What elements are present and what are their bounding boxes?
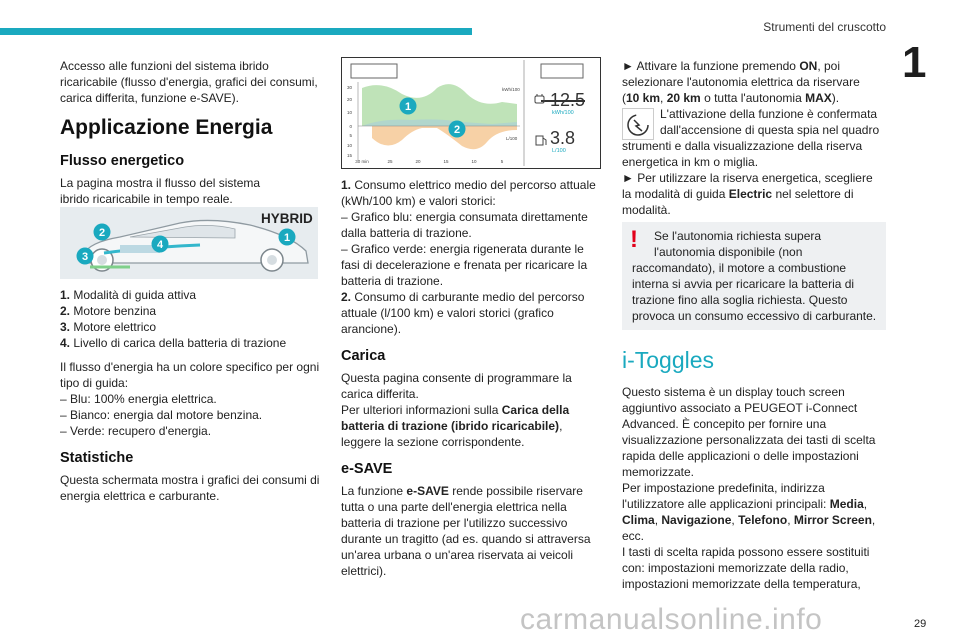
icon-description: dall'accensione di questa spia nel quadro [660,123,880,137]
unit-bottom: L/100 [506,136,518,141]
chapter-number: 1 [902,38,927,87]
fuel-pump-icon [536,136,546,145]
stats-text: Questa schermata mostra i grafici dei consumi di [60,473,320,487]
warning-line: raccomandato), il motore a combustione [632,261,847,275]
toggles-text: I tasti di scelta rapida possono essere sostituiti [622,545,870,559]
colors-intro: tipo di guida: [60,376,129,390]
y-tick: 0 [349,124,352,129]
y-tick: 10 [346,143,352,148]
color-item: – Bianco: energia dal motore benzina. [60,408,263,422]
heading-energy-flow: Flusso energetico [60,153,185,169]
heading-charge: Carica [341,348,386,364]
watermark: carmanualsonline.info [520,603,823,636]
heading-statistics: Statistiche [60,450,134,466]
warning-line: l'autonomia disponibile (non [654,245,803,259]
esave-text: tutta o una parte dell'energia elettrica nella [341,500,567,514]
charge-text: batteria di trazione (ibrido ricaricabile), [341,419,563,433]
consumption-chart [341,57,601,169]
chart-legend-line: (kWh/100 km) e valori storici: [341,194,496,208]
x-tick: 5 [500,159,504,164]
electric-consumption-unit: kWh/100 [552,110,574,116]
chart-legend-line: arancione). [341,322,402,336]
toggles-text: Advanced. È concepito per fornire una [622,417,827,431]
toggles-text: aggiuntivo associato a PEUGEOT i-Connect [622,401,858,415]
toggles-text: Questo sistema è un display touch screen [622,385,845,399]
chart-legend-line: 1. Consumo elettrico medio del percorso attuale [341,178,596,192]
x-tick: 30 min [355,159,369,164]
esave-text: batteria di trazione per l'utilizzo successivo [341,516,568,530]
badge-2-icon [93,223,111,241]
svg-text:4: 4 [156,239,164,251]
section-title: Strumenti del cruscotto [763,20,886,34]
esave-text: elettrici). [341,564,387,578]
toggles-text: visualizzazione personalizzata dei tasti di scelta [622,433,876,447]
list-item: 1. Modalità di guida attiva [60,288,197,302]
toggles-apps: l'utilizzatore alle applicazioni principali: Media, [622,497,868,511]
x-tick: 10 [471,159,477,164]
color-item: – Verde: recupero d'energia. [60,424,212,438]
warning-box [622,222,886,330]
chart-badge-1: 1 [404,101,412,113]
warning-line: trazione fino alla soglia richiesta. Questo [632,293,848,307]
esave-step: modalità. [622,203,671,217]
svg-text:2: 2 [98,227,106,239]
toggles-text: rapida delle applicazioni o delle impostazioni [622,449,859,463]
icon-description: L'attivazione della funzione è confermata [660,107,878,121]
esave-text: energetica in km o miglia. [622,155,759,169]
chart-legend-line: fasi di decelerazione e frenata per ricaricare la [341,258,588,272]
fuel-consumption-value: 3.8 [550,128,576,148]
y-tick: 15 [346,153,352,158]
header-accent-bar [0,28,472,35]
esave-step: la modalità di guida Electric nel selettore di [622,187,854,201]
x-tick: 15 [443,159,449,164]
warning-line: provoca un consumo eccessivo di carburante. [632,309,877,323]
esave-text: strumenti e dalla visualizzazione della riserva [622,139,863,153]
consumption-graph [342,58,600,168]
badge-1-icon [278,228,296,246]
toggles-text: ecc. [622,529,645,543]
x-tick: 20 [415,159,421,164]
chart-legend-line: batteria di trazione. [341,274,444,288]
esave-warning-light-icon [622,108,654,140]
intro-line: carica differita, funzione e-SAVE). [60,91,239,105]
warning-line: Se l'autonomia richiesta supera [654,229,822,243]
y-tick: 10 [346,110,352,115]
list-item: 4. Livello di carica della batteria di trazione [60,336,287,350]
charge-text: Per ulteriori informazioni sulla Carica della [341,403,570,417]
heading-i-toggles: i-Toggles [622,347,715,373]
heading-energy-app: Applicazione Energia [60,116,273,139]
chart-label-box [351,64,397,78]
colors-intro: Il flusso d'energia ha un colore specifico per ogni [60,360,320,374]
charge-text: carica differita. [341,387,419,401]
badge-3-icon [76,247,94,265]
unit-top: kWh/100 [502,87,520,92]
warning-line: interna si avvia per ricaricare la batteria di [632,277,855,291]
intro-line: Accesso alle funzioni del sistema ibrido [60,59,269,73]
chart-legend-line: attuale (l/100 km) e valori storici (grafico [341,306,554,320]
badge-4-icon [151,235,169,253]
electric-consumption-value: 12.5 [550,90,586,110]
esave-text: La funzione e-SAVE rende possibile riservare [341,484,583,498]
chart-legend-line: – Grafico verde: energia rigenerata durante le [341,242,584,256]
fuel-consumption-unit: L/100 [552,148,566,154]
toggles-text: con: impostazioni memorizzate della radio, [622,561,849,575]
toggles-text: memorizzate. [622,465,695,479]
esave-step: ► Per utilizzare la riserva energetica, scegliere [622,171,873,185]
y-tick: 20 [346,97,352,102]
intro-line: ricaricabile (flusso d'energia, grafici dei consumi, [60,75,318,89]
list-item: 2. Motore benzina [60,304,157,318]
page-number: 29 [914,618,927,630]
flow-text: ibrido ricaricabile in tempo reale. [60,192,233,206]
charge-text: leggere la sezione corrispondente. [341,435,525,449]
chart-legend-line: 2. Consumo di carburante medio del percorso [341,290,585,304]
x-tick: 25 [387,159,393,164]
svg-text:3: 3 [81,251,89,263]
toggles-text: Per impostazione predefinita, indirizza [622,481,825,495]
svg-text:1: 1 [283,232,291,244]
esave-text: un'area urbana o un'area riservata ai veicoli [341,548,574,562]
stats-text: energia elettrica e carburante. [60,489,220,503]
esave-step: selezionare l'autonomia elettrica da riservare [622,75,860,89]
list-item: 3. Motore elettrico [60,320,157,334]
chart-legend-line: dalla batteria di trazione. [341,226,472,240]
chart-label-box [541,64,583,78]
toggles-apps: Clima, Navigazione, Telefono, Mirror Screen, [622,513,876,527]
esave-text: durante un tragitto (ad es. quando si attraversa [341,532,591,546]
flow-text: La pagina mostra il flusso del sistema [60,176,261,190]
y-tick: 5 [349,133,352,138]
charge-text: Questa pagina consente di programmare la [341,371,572,385]
esave-step: ► Attivare la funzione premendo ON, poi [622,59,841,73]
heading-esave: e-SAVE [341,461,393,477]
hybrid-flow-figure [60,207,318,279]
toggles-text: impostazioni memorizzate della temperatura, [622,577,861,591]
chart-legend-line: – Grafico blu: energia consumata direttamente [341,210,588,224]
hybrid-mode-label: HYBRID [261,211,313,226]
warning-icon: ! [630,226,638,253]
y-tick: 30 [346,85,352,90]
color-item: – Blu: 100% energia elettrica. [60,392,217,406]
chart-badge-2: 2 [453,124,461,136]
esave-step: (10 km, 20 km o tutta l'autonomia MAX). [622,91,840,105]
